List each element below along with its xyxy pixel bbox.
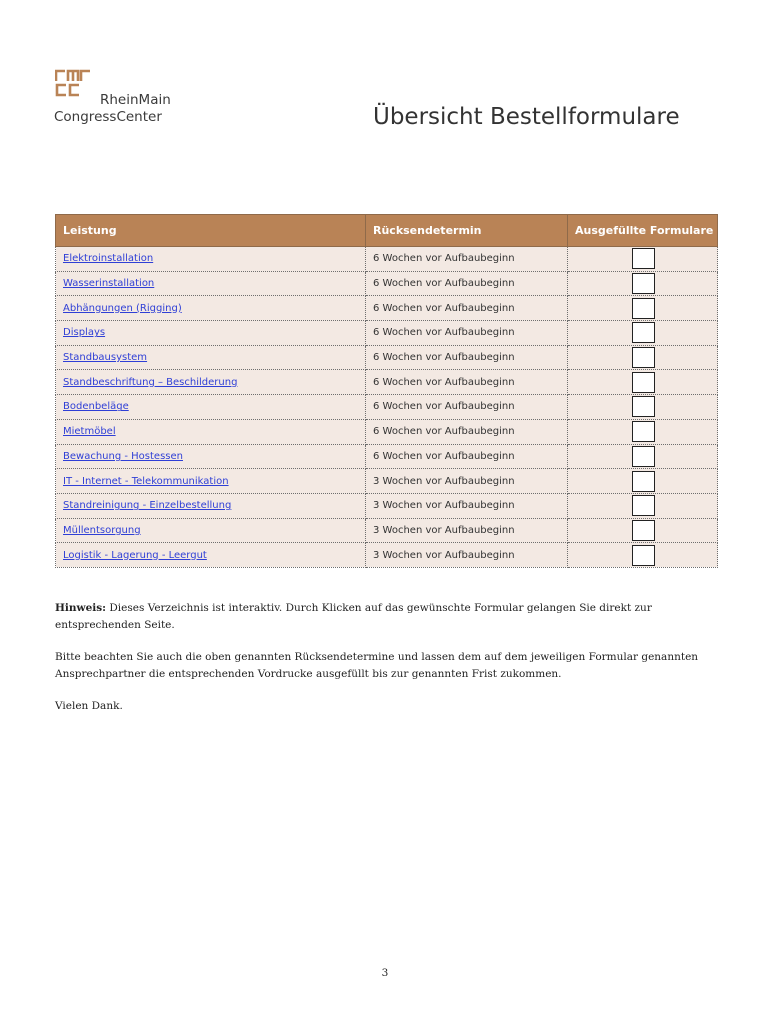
page-title: Übersicht Bestellformulare [373,104,680,130]
service-cell [56,345,366,370]
header-service: Leistung [56,215,366,247]
hint-text: Dieses Verzeichnis ist interaktiv. Durch Klicken auf das gewünschte Formular gelangen Sie direkt zur entsprechenden Seite. [55,602,652,631]
table-row [56,444,718,469]
service-cell [56,493,366,518]
service-cell [56,419,366,444]
service-link[interactable]: Bodenbeläge [63,401,129,413]
completed-checkbox[interactable] [632,248,655,269]
service-link[interactable]: IT - Internet - Telekommunikation [63,475,229,487]
order-forms-table [55,214,718,568]
table-row [56,345,718,370]
table-row [56,395,718,420]
service-link[interactable]: Mietmöbel [63,426,116,438]
deadline-cell: 6 Wochen vor Aufbaubeginn [366,321,568,346]
brand-line-2: CongressCenter [54,108,162,125]
brand-wordmark [54,92,171,125]
deadline-cell: 6 Wochen vor Aufbaubeginn [366,395,568,420]
completed-cell [568,518,718,543]
table-row [56,321,718,346]
service-link[interactable]: Elektroinstallation [63,253,154,265]
thanks-text: Vielen Dank. [55,700,123,712]
table-header-row [56,215,718,247]
reminder-paragraph: Bitte beachten Sie auch die oben genannten Rücksendetermine und lassen dem auf dem jeweiligen Formular genannten Ansprechpartner die entsprechenden Vordrucke ausgefüllt bis zur genannten Frist zukommen. [55,651,699,680]
table-row [56,493,718,518]
table-row [56,543,718,568]
service-cell [56,543,366,568]
completed-checkbox[interactable] [632,520,655,541]
deadline-cell: 6 Wochen vor Aufbaubeginn [366,370,568,395]
completed-cell [568,469,718,494]
service-cell [56,296,366,321]
service-link[interactable]: Standbeschriftung – Beschilderung [63,376,238,388]
completed-cell [568,419,718,444]
completed-checkbox[interactable] [632,273,655,294]
deadline-cell: 3 Wochen vor Aufbaubeginn [366,469,568,494]
deadline-cell: 6 Wochen vor Aufbaubeginn [366,444,568,469]
notes-section [55,600,715,730]
completed-cell [568,321,718,346]
table-row [56,370,718,395]
service-link[interactable]: Wasserinstallation [63,278,155,290]
completed-checkbox[interactable] [632,396,655,417]
service-cell [56,469,366,494]
completed-checkbox[interactable] [632,471,655,492]
table-row [56,247,718,272]
service-cell [56,271,366,296]
deadline-cell: 3 Wochen vor Aufbaubeginn [366,518,568,543]
completed-cell [568,543,718,568]
service-cell [56,370,366,395]
completed-checkbox[interactable] [632,298,655,319]
service-link[interactable]: Displays [63,327,106,339]
table-row [56,296,718,321]
deadline-cell: 6 Wochen vor Aufbaubeginn [366,419,568,444]
service-cell [56,321,366,346]
hint-paragraph [55,600,715,634]
completed-checkbox[interactable] [632,495,655,516]
completed-checkbox[interactable] [632,322,655,343]
deadline-cell: 6 Wochen vor Aufbaubeginn [366,296,568,321]
header-completed-forms: Ausgefüllte Formulare [568,215,718,247]
brand-line-1: RheinMain [100,92,171,108]
deadline-cell: 3 Wochen vor Aufbaubeginn [366,543,568,568]
service-link[interactable]: Müllentsorgung [63,524,141,536]
completed-checkbox[interactable] [632,446,655,467]
service-cell [56,518,366,543]
deadline-cell: 6 Wochen vor Aufbaubeginn [366,271,568,296]
service-link[interactable]: Logistik - Lagerung - Leergut [63,549,207,561]
service-link[interactable]: Bewachung - Hostessen [63,450,183,462]
completed-cell [568,444,718,469]
completed-cell [568,296,718,321]
table-row [56,271,718,296]
completed-checkbox[interactable] [632,347,655,368]
completed-cell [568,345,718,370]
service-link[interactable]: Standbausystem [63,352,148,364]
completed-checkbox[interactable] [632,545,655,566]
completed-cell [568,395,718,420]
completed-cell [568,271,718,296]
hint-label: Hinweis: [55,602,107,614]
completed-checkbox[interactable] [632,421,655,442]
page-number: 3 [381,967,389,979]
service-cell [56,247,366,272]
completed-checkbox[interactable] [632,372,655,393]
service-link[interactable]: Standreinigung - Einzelbestellung [63,500,232,512]
service-cell [56,444,366,469]
table-row [56,419,718,444]
table-row [56,518,718,543]
table-row [56,469,718,494]
service-link[interactable]: Abhängungen (Rigging) [63,302,182,314]
deadline-cell: 3 Wochen vor Aufbaubeginn [366,493,568,518]
header-deadline: Rücksendetermin [366,215,568,247]
completed-cell [568,247,718,272]
completed-cell [568,493,718,518]
deadline-cell: 6 Wochen vor Aufbaubeginn [366,247,568,272]
completed-cell [568,370,718,395]
table-body [56,247,718,568]
brand-logo [52,66,202,132]
service-cell [56,395,366,420]
deadline-cell: 6 Wochen vor Aufbaubeginn [366,345,568,370]
